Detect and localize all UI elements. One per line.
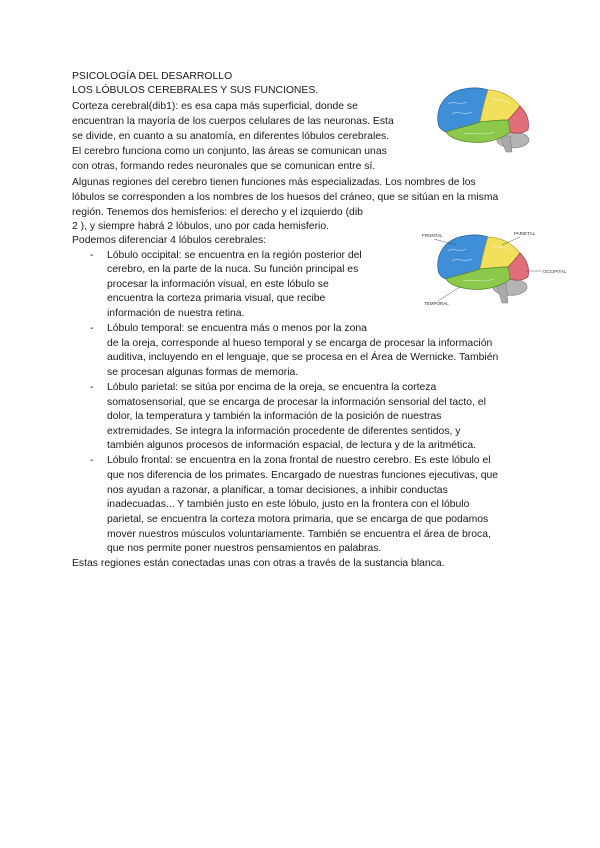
paragraph-line: 2 ), y siempre habrá 2 lóbulos, uno por cada hemisferio. <box>72 221 330 232</box>
parietal-line: también algunos procesos de información espacial, de lectura y de la aritmética. <box>107 440 477 451</box>
label-frontal: FRONTAL <box>422 233 443 238</box>
frontal-line: inadecuadas... Y también justo en este lóbulo, justo en la frontera con el lóbulo <box>107 499 470 510</box>
occipital-line: procesar la información visual, en este lóbulo se <box>107 279 329 290</box>
parietal-line: somatosensorial, que se encarga de procesar la información sensorial del tacto, el <box>107 397 486 408</box>
paragraph-line: se divide, en cuanto a su anatomía, en diferentes lóbulos cerebrales. <box>72 131 390 142</box>
parietal-line: Lóbulo parietal: se sitúa por encima de la oreja, se encuentra la corteza <box>107 382 437 393</box>
bullet-dash: - <box>90 323 94 334</box>
occipital-line: Lóbulo occipital: se encuentra en la región posterior del <box>107 250 362 261</box>
parietal-line: extremidades. Se integra la información procedente de diferentes sentidos, y <box>107 426 461 437</box>
bullet-dash: - <box>90 455 94 466</box>
frontal-line: que nos diferencia de los primates. Encargado de nuestras funciones ejecutivas, que <box>107 470 499 481</box>
paragraph-line: Podemos diferenciar 4 lóbulos cerebrales: <box>72 235 267 246</box>
frontal-line: parietal, se encuentra la corteza motora primaria, que se encarga de que podamos <box>107 514 489 525</box>
bullet-dash: - <box>90 250 94 261</box>
doc-title: PSICOLOGÍA DEL DESARROLLO <box>72 71 233 82</box>
paragraph-line: El cerebro funciona como un conjunto, las áreas se comunican unas <box>72 146 387 157</box>
paragraph-line: encuentran la mayoría de los cuerpos celulares de las neuronas. Esta <box>72 116 394 127</box>
paragraph-line: Algunas regiones del cerebro tienen funciones más especializadas. Los nombres de los <box>72 177 476 188</box>
closing-line: Estas regiones están conectadas unas con otras a través de la sustancia blanca. <box>72 558 445 569</box>
frontal-line: Lóbulo frontal: se encuentra en la zona frontal de nuestro cerebro. Es este lóbulo el <box>107 455 491 466</box>
occipital-line: cerebro, en la parte de la nuca. Su función principal es <box>107 264 359 275</box>
frontal-line: mover nuestros músculos voluntariamente. También se encuentra el área de broca, <box>107 529 491 540</box>
paragraph-line: lóbulos se corresponden a los nombres de los huesos del cráneo, que se sitúan en la misma <box>72 192 499 203</box>
bullet-dash: - <box>90 382 94 393</box>
temporal-line: Lóbulo temporal: se encuentra más o menos por la zona <box>107 323 367 334</box>
label-temporal: TEMPORAL <box>424 301 449 306</box>
label-parietal: PARIETAL <box>514 231 536 236</box>
leader-line <box>438 287 460 301</box>
occipital-line: información de nuestra retina. <box>107 308 245 319</box>
doc-subtitle: LOS LÓBULOS CEREBRALES Y SUS FUNCIONES. <box>72 85 319 96</box>
temporal-line: auditiva, incluyendo en el lenguaje, que se procesa en el Área de Wernicke. También <box>107 352 499 363</box>
label-occipital: OCCIPITAL <box>543 269 567 274</box>
parietal-line: dolor, la temperatura y también la información de la posición de nuestras <box>107 411 442 422</box>
temporal-line: se procesan algunas formas de memoria. <box>107 367 299 378</box>
occipital-line: encuentra la corteza primaria visual, que recibe <box>107 293 326 304</box>
paragraph-line: región. Tenemos dos hemisferios: el derecho y el izquierdo (dib <box>72 207 363 218</box>
frontal-line: que nos permite poner nuestros pensamientos en palabras. <box>107 543 382 554</box>
temporal-line: de la oreja, corresponde al hueso temporal y se encarga de procesar la información <box>107 338 493 349</box>
paragraph-line: con otras, formando redes neuronales que se comunican entre sí. <box>72 161 376 172</box>
brain-lobes-figure-1 <box>434 84 536 156</box>
frontal-line: nos ayudan a razonar, a planificar, a tomar decisiones, a inhibir conductas <box>107 485 448 496</box>
paragraph-line: Corteza cerebral(dib1): es esa capa más superficial, donde se <box>72 101 358 112</box>
brain-lobes-figure-2 <box>416 227 576 307</box>
